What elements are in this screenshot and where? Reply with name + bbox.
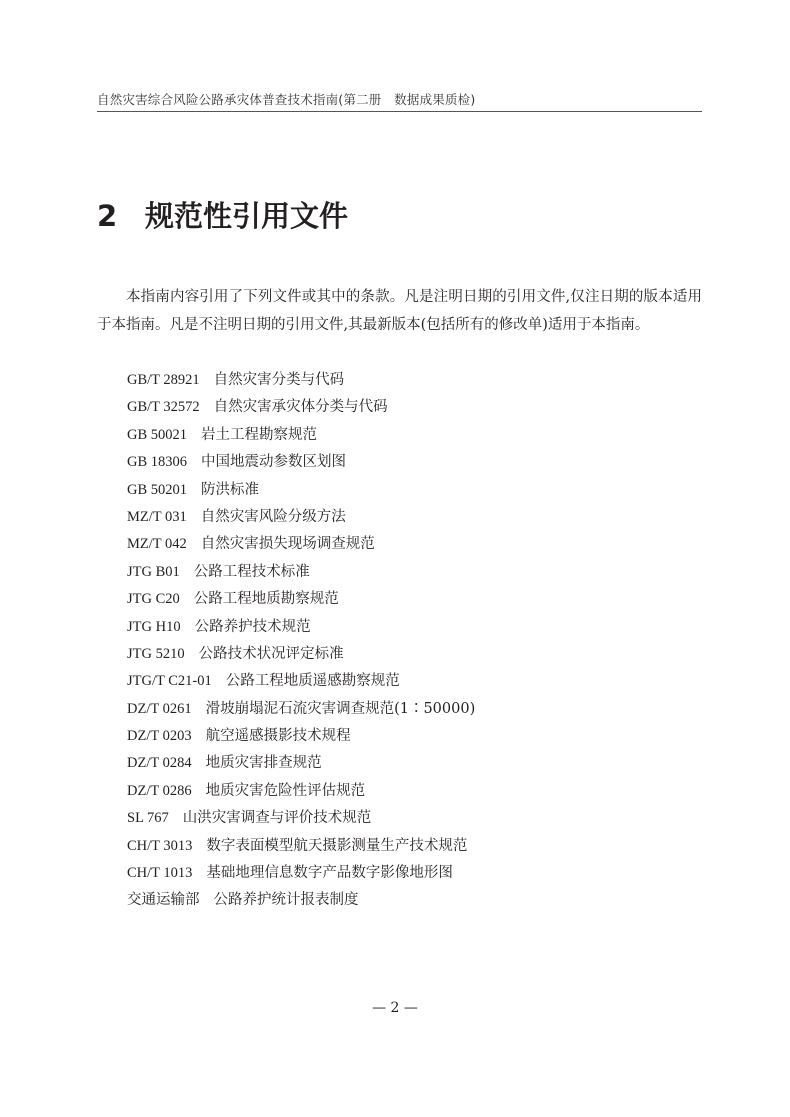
reference-code: 交通运输部 [127,892,200,909]
reference-title: 公路技术状况评定标准 [198,645,344,662]
reference-title: 公路工程地质勘察规范 [193,591,339,608]
page-number: — 2 — [372,1000,418,1016]
reference-title: 自然灾害分类与代码 [213,372,345,388]
reference-title: 防洪标准 [201,481,260,498]
reference-item [127,887,475,914]
reference-item [127,394,475,421]
reference-title: 公路工程地质遥感勘察规范 [225,673,400,690]
reference-item [127,477,475,504]
reference-code: CH/T 3013 [127,837,193,854]
header-divider [97,111,702,112]
reference-item [127,531,475,558]
reference-item [127,805,475,832]
reference-title: 地质灾害排查规范 [205,755,322,772]
reference-code: JTG B01 [127,563,180,580]
reference-code: JTG H10 [127,618,181,635]
reference-title: 自然灾害风险分级方法 [200,508,346,525]
reference-item [127,860,475,887]
reference-item [127,778,475,805]
reference-item [127,833,475,860]
reference-item [127,559,475,586]
intro-paragraph: 本指南内容引用了下列文件或其中的条款。凡是注明日期的引用文件,仅注日期的版本适用于本指南。凡是不注明日期的引用文件,其最新版本(包括所有的修改单)适用于本指南。 [97,289,702,333]
reference-code: JTG/T C21-01 [127,673,212,690]
reference-code: SL 767 [127,810,169,827]
reference-title: 自然灾害承灾体分类与代码 [213,399,388,416]
reference-code: GB/T 32572 [127,399,200,416]
reference-title: 公路养护统计报表制度 [213,892,359,909]
reference-item [127,367,475,394]
reference-list [127,367,475,915]
reference-code: DZ/T 0203 [127,728,192,745]
reference-code: DZ/T 0286 [127,782,192,799]
reference-title: 自然灾害损失现场调查规范 [200,536,375,553]
reference-code: DZ/T 0284 [127,755,192,772]
reference-item [127,750,475,777]
reference-item [127,696,475,723]
reference-title: 地质灾害危险性评估规范 [205,782,366,799]
reference-code: GB 18306 [127,454,188,471]
chapter-number: 2 [97,199,118,233]
reference-code: JTG 5210 [127,645,185,662]
reference-title: 岩土工程勘察规范 [201,426,318,443]
reference-code: CH/T 1013 [127,865,193,882]
reference-title: 公路养护技术规范 [194,618,311,635]
reference-code: MZ/T 031 [127,508,187,525]
reference-item [127,614,475,641]
reference-item [127,668,475,695]
reference-item [127,641,475,668]
reference-code: GB 50201 [127,481,188,498]
reference-title: 基础地理信息数字产品数字影像地形图 [206,865,453,882]
reference-code: DZ/T 0261 [127,700,192,717]
reference-title: 数字表面模型航天摄影测量生产技术规范 [206,837,468,854]
reference-code: GB 50021 [127,426,188,443]
reference-item [127,586,475,613]
reference-title: 滑坡崩塌泥石流灾害调查规范(1∶50000) [205,700,476,717]
reference-item [127,504,475,531]
reference-code: GB/T 28921 [127,372,200,388]
reference-title: 航空遥感摄影技术规程 [205,728,351,745]
reference-title: 山洪灾害调查与评价技术规范 [182,810,372,827]
chapter-title-text: 规范性引用文件 [145,199,349,233]
running-header: 自然灾害综合风险公路承灾体普查技术指南(第二册 数据成果质检) [97,92,476,107]
reference-item [127,422,475,449]
reference-item [127,723,475,750]
reference-title: 中国地震动参数区划图 [201,454,347,471]
reference-code: JTG C20 [127,591,180,608]
reference-item [127,449,475,476]
chapter-title [97,196,348,236]
reference-code: MZ/T 042 [127,536,187,553]
reference-title: 公路工程技术标准 [193,563,310,580]
